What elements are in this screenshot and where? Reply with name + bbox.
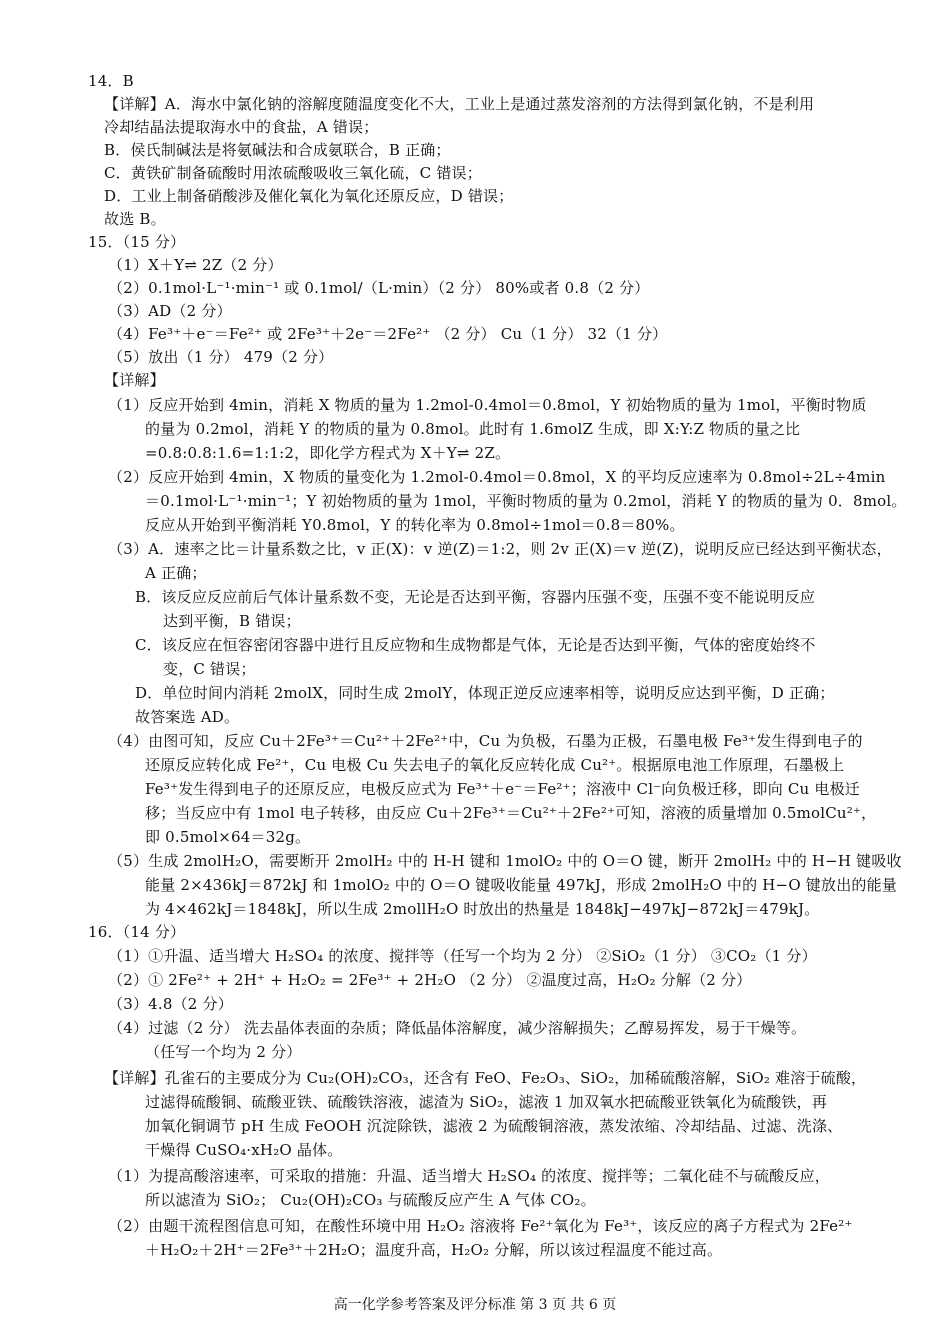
q15-detail-line: 为 4×462kJ＝1848kJ，所以生成 2mollH₂O 时放出的热量是 1848kJ−497kJ−872kJ＝479kJ。 (145, 900, 820, 918)
q15-detail-line: D．单位时间内消耗 2molX，同时生成 2molY，体现正逆反应速率相等，说明反应达到平衡，D 正确； (135, 684, 835, 702)
q14-detail-line: C．黄铁矿制备硫酸时用浓硫酸吸收三氧化硫，C 错误； (104, 164, 482, 182)
q16-answer-line: （3）4.8（2 分） (108, 995, 233, 1013)
q16-answer-line: （2）① 2Fe²⁺ + 2H⁺ + H₂O₂ = 2Fe³⁺ + 2H₂O （2 分） ②温度过高，H₂O₂ 分解（2 分） (108, 971, 752, 989)
q14-answer: 14．B (88, 72, 134, 90)
q16-answer-line: （任写一个均为 2 分） (145, 1043, 302, 1061)
q15-detail-line: （4）由图可知，反应 Cu＋2Fe³⁺＝Cu²⁺＋2Fe²⁺中，Cu 为负极，石墨为正极，石墨电极 Fe³⁺发生得到电子的 (108, 732, 863, 750)
q15-answer-line: （4）Fe³⁺＋e⁻＝Fe²⁺ 或 2Fe³⁺＋2e⁻＝2Fe²⁺ （2 分） Cu（1 分） 32（1 分） (108, 325, 668, 343)
q16-detail-line: （1）为提高酸溶速率，可采取的措施：升温、适当增大 H₂SO₄ 的浓度、搅拌等；二氧化硅不与硫酸反应， (108, 1167, 830, 1185)
q15-detail-line: 即 0.5mol×64＝32g。 (145, 828, 311, 846)
q14-detail-line: 冷却结晶法提取海水中的食盐，A 错误； (104, 118, 379, 136)
q15-detail-line: （1）反应开始到 4min，消耗 X 物质的量为 1.2mol-0.4mol＝0.8mol，Y 初始物质的量为 1mol，平衡时物质 (108, 396, 867, 414)
q16-detail-line: 干燥得 CuSO₄·xH₂O 晶体。 (145, 1141, 343, 1159)
q15-detail-line: A 正确； (145, 564, 207, 582)
q15-answer-line: （2）0.1mol·L⁻¹·min⁻¹ 或 0.1mol/（L·min）（2 分） 80%或者 0.8（2 分） (108, 279, 650, 297)
q15-detail-line: B．该反应反应前后气体计量系数不变，无论是否达到平衡，容器内压强不变，压强不变不能说明反应 (135, 588, 816, 606)
q15-answer-line: （1）X＋Y⇌ 2Z（2 分） (108, 256, 283, 274)
q16-detail-line: 【详解】孔雀石的主要成分为 Cu₂(OH)₂CO₃，还含有 FeO、Fe₂O₃、SiO₂，加稀硫酸溶解，SiO₂ 难溶于硫酸， (104, 1069, 867, 1087)
q15-detail-line: ＝0.1mol·L⁻¹·min⁻¹；Y 初始物质的量为 1mol，平衡时物质的量为 0.2mol，消耗 Y 的物质的量为 0．8mol。 (145, 492, 907, 510)
q15-detail-line: 反应从开始到平衡消耗 Y0.8mol，Y 的转化率为 0.8mol÷1mol＝0.8＝80%。 (145, 516, 685, 534)
q14-detail-line: D．工业上制备硝酸涉及催化氧化为氧化还原反应，D 错误； (104, 187, 514, 205)
q15-detail-line: 移；当反应中有 1mol 电子转移，由反应 Cu＋2Fe³⁺＝Cu²⁺＋2Fe²⁺可知，溶液的质量增加 0.5molCu²⁺， (145, 804, 877, 822)
q16-detail-line: 过滤得硫酸铜、硫酸亚铁、硫酸铁溶液，滤渣为 SiO₂，滤液 1 加双氧水把硫酸亚铁氧化为硫酸铁，再 (145, 1093, 828, 1111)
q16-detail-line: 加氧化铜调节 pH 生成 FeOOH 沉淀除铁，滤液 2 为硫酸铜溶液，蒸发浓缩、冷却结晶、过滤、洗涤、 (145, 1117, 843, 1135)
q15-detail-line: 的量为 0.2mol，消耗 Y 的物质的量为 0.8mol。此时有 1.6molZ 生成，即 X:Y:Z 物质的量之比 (145, 420, 801, 438)
q15-detail-line: （5）生成 2molH₂O，需要断开 2molH₂ 中的 H-H 键和 1molO₂ 中的 O＝O 键，断开 2molH₂ 中的 H−H 键吸收 (108, 852, 902, 870)
q16-answer-line: （1）①升温、适当增大 H₂SO₄ 的浓度、搅拌等（任写一个均为 2 分） ②SiO₂（1 分） ③CO₂（1 分） (108, 947, 817, 965)
q15-detail-line: 故答案选 AD。 (135, 708, 240, 726)
q15-detail-line: =0.8:0.8:1.6=1:1:2，即化学方程式为 X＋Y⇌ 2Z。 (145, 444, 511, 462)
page-footer: 高一化学参考答案及评分标准 第 3 页 共 6 页 (333, 1297, 617, 1313)
q15-detail-line: Fe³⁺发生得到电子的还原反应，电极反应式为 Fe³⁺＋e⁻＝Fe²⁺；溶液中 Cl⁻向负极迁移，即向 Cu 电极迁 (145, 780, 860, 798)
q16-answer-line: （4）过滤（2 分） 洗去晶体表面的杂质；降低晶体溶解度，减少溶解损失；乙醇易挥发，易于干燥等。 (108, 1019, 807, 1037)
q15-header: 15．（15 分） (88, 233, 186, 251)
q14-detail-line: B．侯氏制碱法是将氨碱法和合成氨联合，B 正确； (104, 141, 451, 159)
q16-detail-line: （2）由题干流程图信息可知，在酸性环境中用 H₂O₂ 溶液将 Fe²⁺氧化为 Fe³⁺，该反应的离子方程式为 2Fe²⁺ (108, 1217, 853, 1235)
q15-detail-line: 能量 2×436kJ＝872kJ 和 1molO₂ 中的 O＝O 键吸收能量 497kJ，形成 2molH₂O 中的 H−O 键放出的能量 (145, 876, 897, 894)
q15-detail-line: 达到平衡，B 错误； (163, 612, 301, 630)
q14-detail-line: 【详解】A．海水中氯化钠的溶解度随温度变化不大，工业上是通过蒸发溶剂的方法得到氯化钠，不是利用 (104, 95, 815, 113)
q16-detail-line: ＋H₂O₂＋2H⁺＝2Fe³⁺＋2H₂O；温度升高，H₂O₂ 分解，所以该过程温度不能过高。 (145, 1241, 723, 1259)
q15-answer-line: （3）AD（2 分） (108, 302, 232, 320)
q16-header: 16．（14 分） (88, 923, 186, 941)
q15-detail-label: 【详解】 (104, 371, 165, 389)
q15-answer-line: （5）放出（1 分） 479（2 分） (108, 348, 334, 366)
q15-detail-line: （3）A．速率之比＝计量系数之比，v 正(X)：v 逆(Z)＝1:2，则 2v 正(X)＝v 逆(Z)，说明反应已经达到平衡状态， (108, 540, 892, 558)
q16-detail-line: 所以滤渣为 SiO₂； Cu₂(OH)₂CO₃ 与硫酸反应产生 A 气体 CO₂。 (145, 1191, 596, 1209)
q14-detail-line: 故选 B。 (104, 210, 166, 228)
q15-detail-line: 还原反应转化成 Fe²⁺，Cu 电极 Cu 失去电子的氧化反应转化成 Cu²⁺。根据原电池工作原理，石墨极上 (145, 756, 845, 774)
q15-detail-line: 变，C 错误； (163, 660, 256, 678)
q15-detail-line: C．该反应在恒容密闭容器中进行且反应物和生成物都是气体，无论是否达到平衡，气体的密度始终不 (135, 636, 816, 654)
q15-detail-line: （2）反应开始到 4min，X 物质的量变化为 1.2mol-0.4mol＝0.8mol，X 的平均反应速率为 0.8mol÷2L÷4min (108, 468, 886, 486)
